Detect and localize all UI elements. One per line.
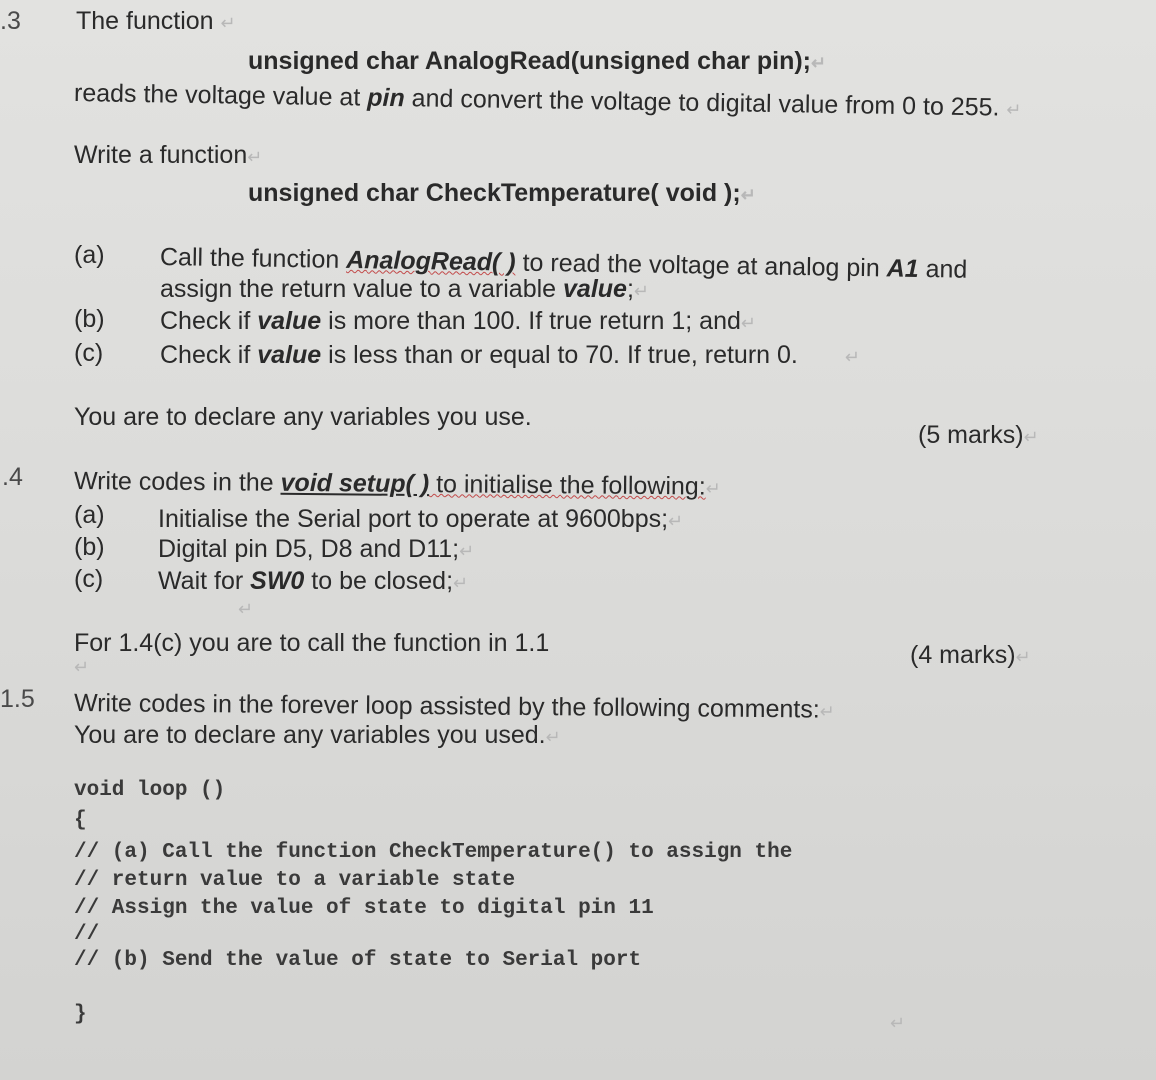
q4-item-a-label: (a)	[74, 501, 105, 529]
q3-item-c-text: Check if value is less than or equal to 70. If true, return 0. ↵	[160, 341, 860, 369]
paragraph-mark-icon: ↵	[740, 313, 756, 333]
paragraph-mark-icon: ↵	[74, 657, 90, 677]
code-line: // return value to a variable state	[74, 869, 516, 892]
q4-item-c-text: Wait for SW0 to be closed;↵	[158, 567, 469, 595]
code-line: // (b) Send the value of state to Serial port	[74, 949, 642, 972]
q3-prototype: unsigned char AnalogRead(unsigned char pin);↵	[248, 47, 827, 75]
paragraph-mark-icon: ↵	[705, 478, 721, 499]
paragraph-mark-icon: ↵	[819, 701, 835, 722]
paragraph-mark-icon: ↵	[633, 281, 649, 301]
paragraph-mark-icon: ↵	[459, 541, 475, 561]
paragraph-mark-icon: ↵	[668, 511, 684, 531]
paragraph-mark-icon: ↵	[545, 727, 561, 747]
paragraph-mark-icon: ↵	[890, 1013, 906, 1033]
q3-item-c-label: (c)	[74, 339, 104, 367]
code-line: //	[74, 923, 100, 946]
q3-write-function: Write a function↵	[74, 141, 263, 169]
code-line: {	[74, 809, 87, 832]
q4-item-a-text: Initialise the Serial port to operate at 9600bps;↵	[158, 505, 684, 533]
code-line: void loop ()	[74, 779, 226, 802]
q3-marks: (5 marks)↵	[918, 421, 1039, 449]
question-number-5: 1.5	[0, 685, 35, 713]
paragraph-mark-icon: ↵	[453, 573, 469, 593]
code-line: }	[74, 1003, 87, 1026]
code-line: // (a) Call the function CheckTemperature() to assign the	[74, 841, 793, 864]
q3-item-a-label: (a)	[74, 241, 105, 269]
q3-description: reads the voltage value at pin and convert the voltage to digital value from 0 to 255. ↵	[73, 79, 1022, 122]
q3-declare-note: You are to declare any variables you use.	[74, 403, 532, 431]
paragraph-mark-icon: ↵	[1023, 427, 1039, 447]
paragraph-mark-icon: ↵	[844, 347, 860, 367]
q5-line1: Write codes in the forever loop assisted by the following comments:↵	[73, 689, 835, 724]
q3-item-b-text: Check if value is more than 100. If true return 1; and↵	[160, 307, 756, 335]
paragraph-mark-icon: ↵	[220, 13, 236, 33]
q4-intro: Write codes in the void setup( ) to initialise the following:↵	[73, 467, 721, 501]
q3-prototype2: unsigned char CheckTemperature( void );↵	[248, 179, 756, 207]
question-number-4: .4	[2, 463, 23, 491]
paragraph-mark-icon: ↵	[1015, 647, 1031, 667]
paragraph-mark-icon: ↵	[1006, 99, 1022, 120]
paragraph-mark-icon: ↵	[238, 599, 254, 619]
paragraph-mark-icon: ↵	[247, 147, 263, 167]
q4-item-b-label: (b)	[74, 533, 105, 561]
code-line: // Assign the value of state to digital pin 11	[74, 897, 654, 920]
q5-line2: You are to declare any variables you used.↵	[74, 721, 561, 749]
q4-marks: (4 marks)↵	[910, 641, 1031, 669]
q3-item-a-line1: Call the function AnalogRead( ) to read the voltage at analog pin A1 and	[159, 243, 968, 284]
q3-item-b-label: (b)	[74, 305, 105, 333]
q3-intro: The function ↵	[76, 7, 236, 35]
q4-item-b-text: Digital pin D5, D8 and D11;↵	[158, 535, 475, 563]
q4-note: For 1.4(c) you are to call the function in 1.1	[74, 629, 550, 657]
q4-item-c-label: (c)	[74, 565, 104, 593]
paragraph-mark-icon: ↵	[740, 185, 756, 205]
paragraph-mark-icon: ↵	[811, 53, 827, 73]
question-number-3: .3	[0, 7, 21, 35]
q3-item-a-line2: assign the return value to a variable value;↵	[160, 275, 649, 303]
